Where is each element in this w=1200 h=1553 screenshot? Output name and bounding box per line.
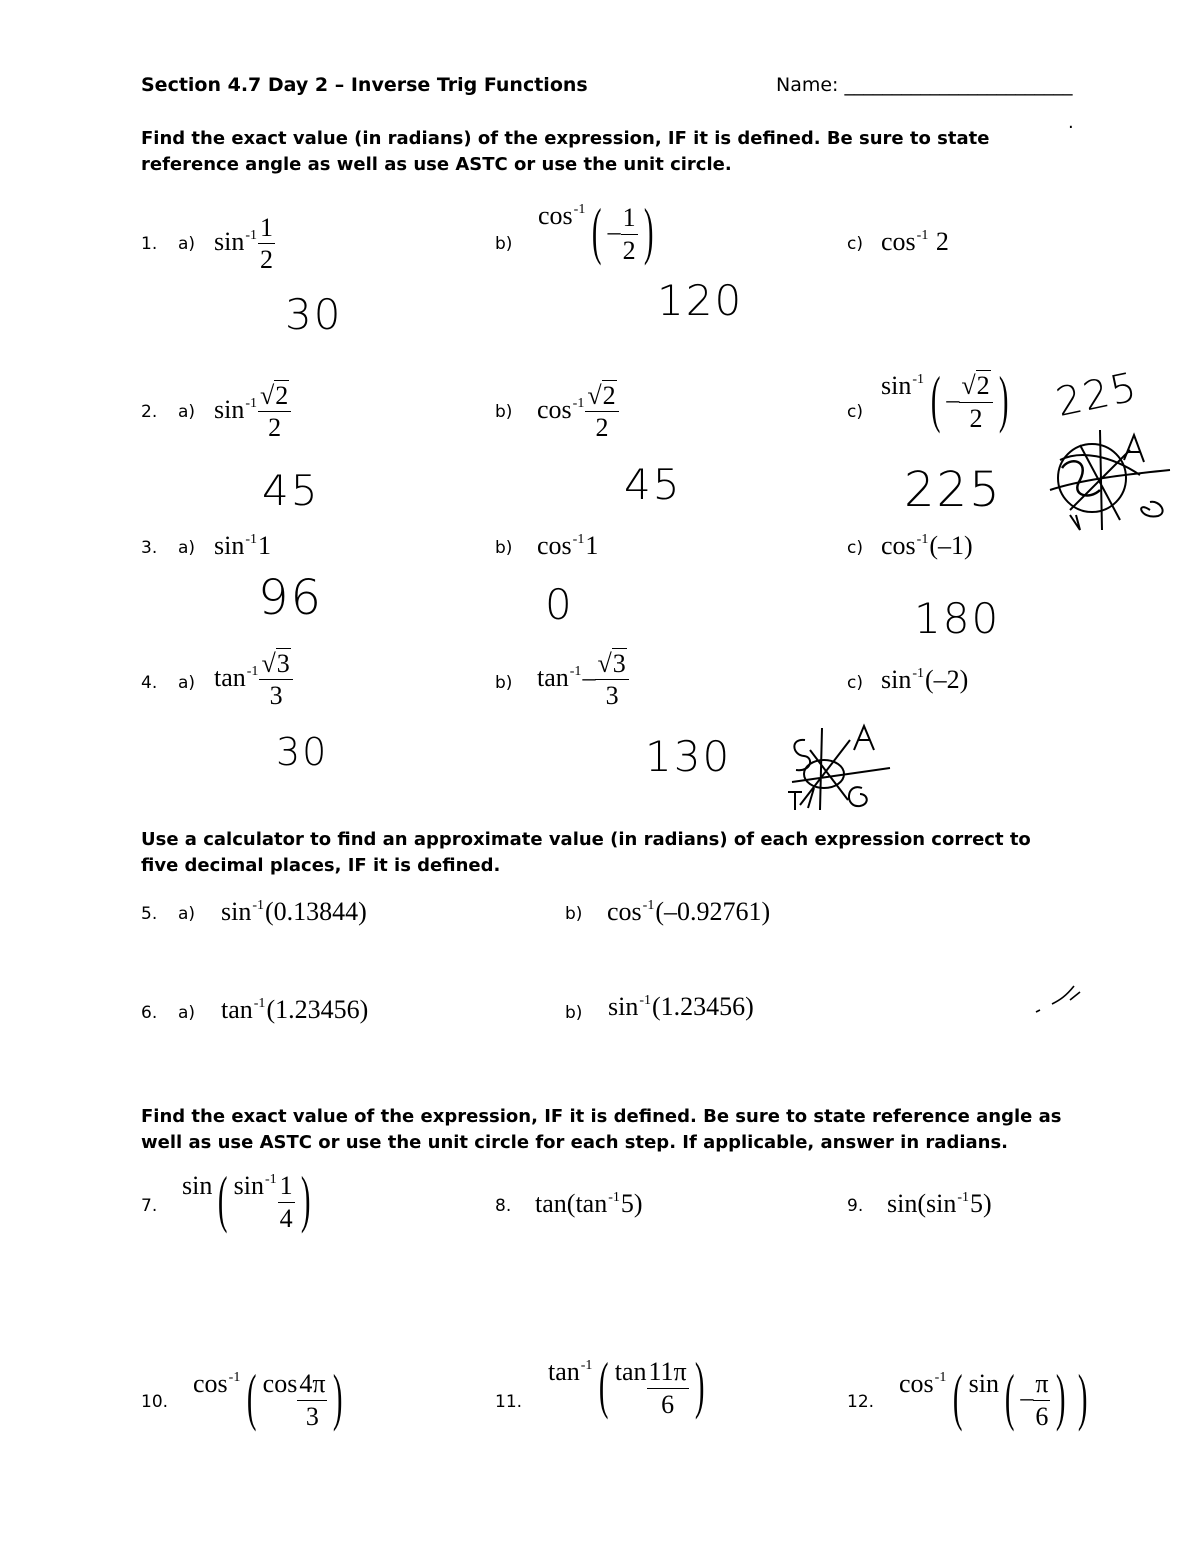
handwritten-answer-2a: 45	[262, 466, 320, 515]
problem-6b-expression: $\sin^{-1}(1.23456)$	[608, 992, 754, 1021]
handwritten-answer-4a: 30	[276, 730, 329, 774]
problem-2c-label: c)	[847, 402, 863, 422]
problem-1-number: 1.	[141, 234, 158, 254]
problem-11-expression: $\tan^{-1}$ ( tan $\frac{11\pi}{6}$ )	[548, 1349, 705, 1420]
problem-9-number: 9.	[847, 1196, 864, 1216]
astc-sketch-2c	[1040, 420, 1180, 540]
problem-3a-expression: $\sin^{-1}1$	[214, 531, 272, 560]
problem-6b-label: b)	[565, 1003, 583, 1023]
instructions-part3: Find the exact value of the expression, IF it is defined. Be sure to state reference angle as well as use ASTC or use the unit circle for each step. If applicable, answer in radians.	[141, 1106, 1062, 1153]
problem-7-expression: sin( $\sin^{-1}$ $\frac{1}{4}$ )	[182, 1163, 311, 1234]
problem-6-number: 6.	[141, 1003, 158, 1023]
problem-12-number: 12.	[847, 1392, 875, 1412]
problem-11-number: 11.	[495, 1392, 523, 1412]
problem-2c-expression: $\sin^{-1}$ ( – $\frac{√2}{2}$ )	[881, 363, 1009, 434]
problem-4c-expression: $\sin^{-1}(-2)$	[881, 665, 969, 694]
problem-2b-label: b)	[495, 402, 513, 422]
problem-1b-expression: $\cos^{-1}$ ( – $\frac{1}{2}$ )	[538, 195, 654, 266]
handwritten-answer-2b: 45	[624, 460, 682, 509]
problem-12-expression: $\cos^{-1}$ ( sin( – $\frac{\pi}{6}$ ) )	[899, 1361, 1088, 1432]
problem-5b-label: b)	[565, 904, 583, 924]
problem-6a-label: a)	[178, 1003, 196, 1023]
margin-dot: .	[1068, 112, 1074, 133]
problem-7-number: 7.	[141, 1196, 158, 1216]
problem-1a-label: a)	[178, 234, 196, 254]
problem-1c-label: c)	[847, 234, 863, 254]
name-label: Name:	[776, 74, 845, 96]
problem-10-number: 10.	[141, 1392, 169, 1412]
problem-4a-label: a)	[178, 673, 196, 693]
problem-8-number: 8.	[495, 1196, 512, 1216]
name-field[interactable]	[776, 74, 1073, 96]
problem-2a-expression: $\sin^{-1}$ $\frac{√2}{2}$	[214, 382, 291, 442]
handwritten-answer-4b: 130	[645, 732, 732, 781]
problem-1c-expression: $\cos^{-1} 2$	[881, 227, 949, 256]
problem-3c-label: c)	[847, 538, 863, 558]
problem-2-number: 2.	[141, 402, 158, 422]
problem-3-number: 3.	[141, 538, 158, 558]
problem-5a-expression: $\sin^{-1}(0.13844)$	[221, 897, 367, 926]
problem-5-number: 5.	[141, 904, 158, 924]
problem-4-number: 4.	[141, 673, 158, 693]
handwritten-answer-1a: 30	[285, 290, 343, 339]
worksheet-title: Section 4.7 Day 2 – Inverse Trig Functions	[141, 74, 588, 96]
problem-8-expression: $\tan(\tan^{-1}5)$	[535, 1189, 643, 1218]
problem-9-expression: $\sin(\sin^{-1}5)$	[887, 1189, 992, 1218]
problem-5b-expression: $\cos^{-1}(-0.92761)$	[607, 897, 771, 926]
instructions-part2: Use a calculator to find an approximate value (in radians) of each expression correct to five decimal places, IF it is defined.	[141, 829, 1031, 876]
problem-10-expression: $\cos^{-1}$ ( cos $\frac{4\pi}{3}$ )	[193, 1361, 343, 1432]
problem-5a-label: a)	[178, 904, 196, 924]
handwritten-answer-2c: 225	[904, 462, 1002, 518]
handwritten-answer-1b: 120	[657, 276, 744, 325]
problem-6a-expression: $\tan^{-1}(1.23456)$	[221, 995, 369, 1024]
handwritten-answer-3a: 96	[258, 570, 324, 626]
problem-3c-expression: $\cos^{-1}(-1)$	[881, 531, 973, 560]
problem-2b-expression: $\cos^{-1}$ $\frac{√2}{2}$	[537, 382, 619, 442]
problem-4c-label: c)	[847, 673, 863, 693]
problem-3a-label: a)	[178, 538, 196, 558]
handwritten-answer-3c: 180	[914, 594, 1001, 643]
handwritten-note-2c: 225	[1052, 363, 1143, 427]
problem-3b-label: b)	[495, 538, 513, 558]
handwritten-answer-3b: 0	[545, 580, 574, 629]
pen-mark	[1030, 978, 1090, 1018]
astc-sketch-4	[780, 720, 900, 815]
problem-1b-label: b)	[495, 234, 513, 254]
name-line: ________________________	[844, 74, 1073, 96]
problem-4b-label: b)	[495, 673, 513, 693]
problem-2a-label: a)	[178, 402, 196, 422]
problem-4a-expression: $\tan^{-1}$ $\frac{√3}{3}$	[214, 650, 293, 710]
problem-4b-expression: $\tan^{-1}-$ $\frac{√3}{3}$	[537, 650, 629, 710]
instructions-part1: Find the exact value (in radians) of the expression, IF it is defined. Be sure to state reference angle as well as use ASTC or use the unit circle.	[141, 128, 990, 175]
problem-3b-expression: $\cos^{-1}1$	[537, 531, 599, 560]
problem-1a-expression: $\sin^{-1}$ $\frac{1}{2}$	[214, 213, 274, 275]
